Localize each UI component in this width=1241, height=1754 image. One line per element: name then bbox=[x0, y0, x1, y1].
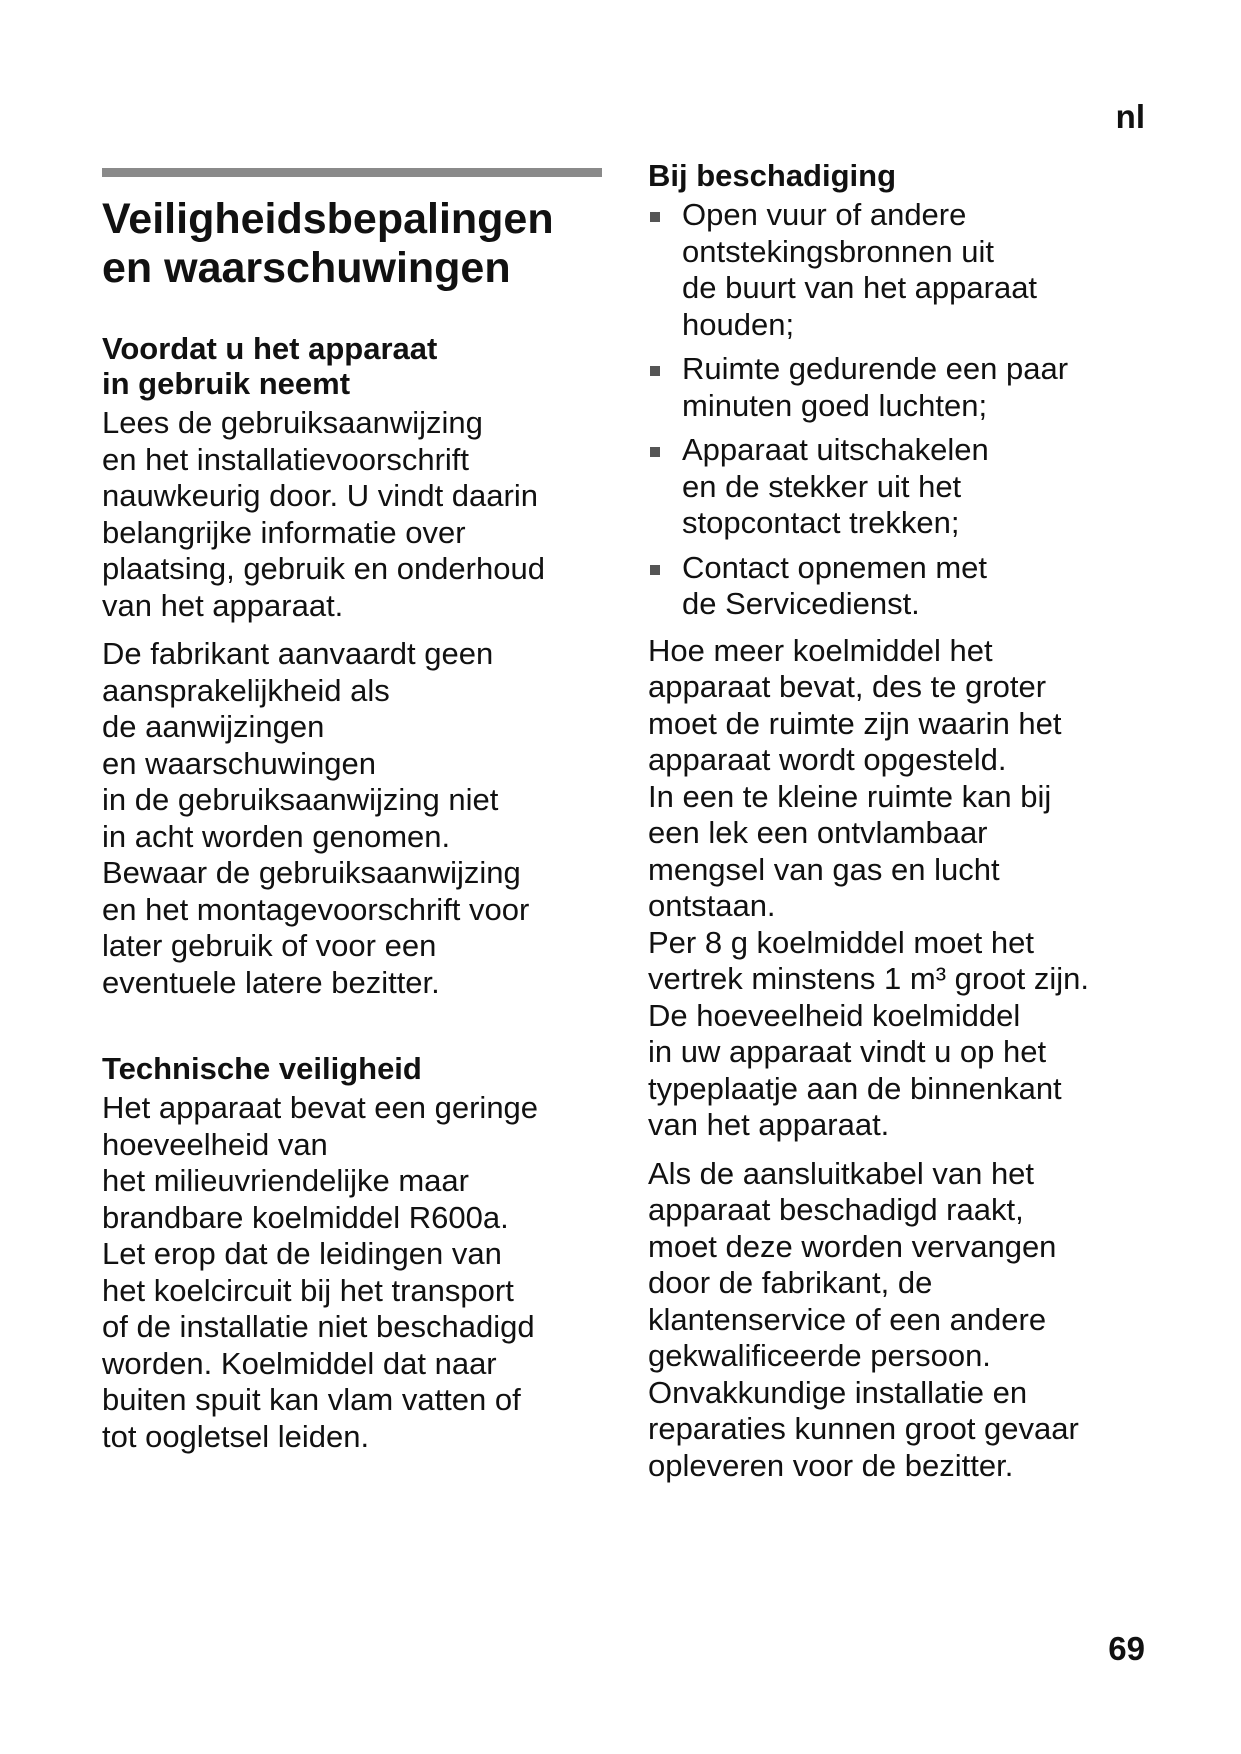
square-bullet-icon bbox=[650, 366, 660, 376]
left-column bbox=[102, 168, 602, 1467]
list-item bbox=[648, 197, 1168, 343]
paragraph-read-manual: Lees de gebruiksaanwijzing en het installatievoorschrift nauwkeurig door. U vindt daarin belangrijke informatie over plaatsing, gebruik en onderhoud van het apparaat. bbox=[102, 405, 545, 623]
list-item-text: Contact opnemen met de Servicedienst. bbox=[682, 549, 988, 621]
paragraph-liability: De fabrikant aanvaardt geen aansprakelijkheid als de aanwijzingen en waarschuwingen in de gebruiksaanwijzing niet in acht worden genomen. Bewaar de gebruiksaanwijzing en het montagevoorschrift voor later gebruik of voor een eventuele latere bezitter. bbox=[102, 636, 530, 1000]
list-item bbox=[648, 550, 1168, 623]
square-bullet-icon bbox=[650, 447, 660, 457]
language-code: nl bbox=[1115, 98, 1145, 135]
paragraph-refrigerant: Het apparaat bevat een geringe hoeveelheid van het milieuvriendelijke maar brandbare koelmiddel R600a. Let erop dat de leidingen van het koelcircuit bij het transport of de installatie niet beschadigd worden. Koelmiddel dat naar buiten spuit kan vlam vatten of tot oogletsel leiden. bbox=[102, 1090, 539, 1454]
page-number: 69 bbox=[1108, 1630, 1145, 1667]
heading-damage: Bij beschadiging bbox=[648, 158, 897, 193]
paragraph-power-cable: Als de aansluitkabel van het apparaat beschadigd raakt, moet deze worden vervangen door de fabrikant, de klantenservice of een andere gekwalificeerde persoon. Onvakkundige installatie en reparaties kunnen groot gevaar opleveren voor de bezitter. bbox=[648, 1155, 1079, 1483]
list-item bbox=[648, 351, 1168, 424]
paragraph-room-size: Hoe meer koelmiddel het apparaat bevat, des te groter moet de ruimte zijn waarin het apparaat wordt opgesteld. In een te kleine ruimte kan bij een lek een ontvlambaar mengsel van gas en lucht ontstaan. Per 8 g koelmiddel moet het vertrek minstens 1 m³ groot zijn. De hoeveelheid koelmiddel in uw apparaat vindt u op het typeplaatje aan de binnenkant van het apparaat. bbox=[648, 632, 1090, 1142]
right-column bbox=[648, 158, 1168, 1496]
list-item-text: Ruimte gedurende een paar minuten goed luchten; bbox=[682, 351, 1069, 423]
list-item bbox=[648, 432, 1168, 542]
section-rule bbox=[102, 168, 602, 177]
list-item-text: Open vuur of andere ontstekingsbronnen uit de buurt van het apparaat houden; bbox=[682, 197, 1038, 342]
damage-list bbox=[648, 197, 1168, 623]
page-title: Veiligheidsbepalingen en waarschuwingen bbox=[102, 195, 554, 292]
list-item-text: Apparaat uitschakelen en de stekker uit het stopcontact trekken; bbox=[682, 432, 989, 540]
heading-before-use: Voordat u het apparaat in gebruik neemt bbox=[102, 331, 438, 401]
square-bullet-icon bbox=[650, 212, 660, 222]
heading-technical-safety: Technische veiligheid bbox=[102, 1051, 422, 1086]
square-bullet-icon bbox=[650, 565, 660, 575]
